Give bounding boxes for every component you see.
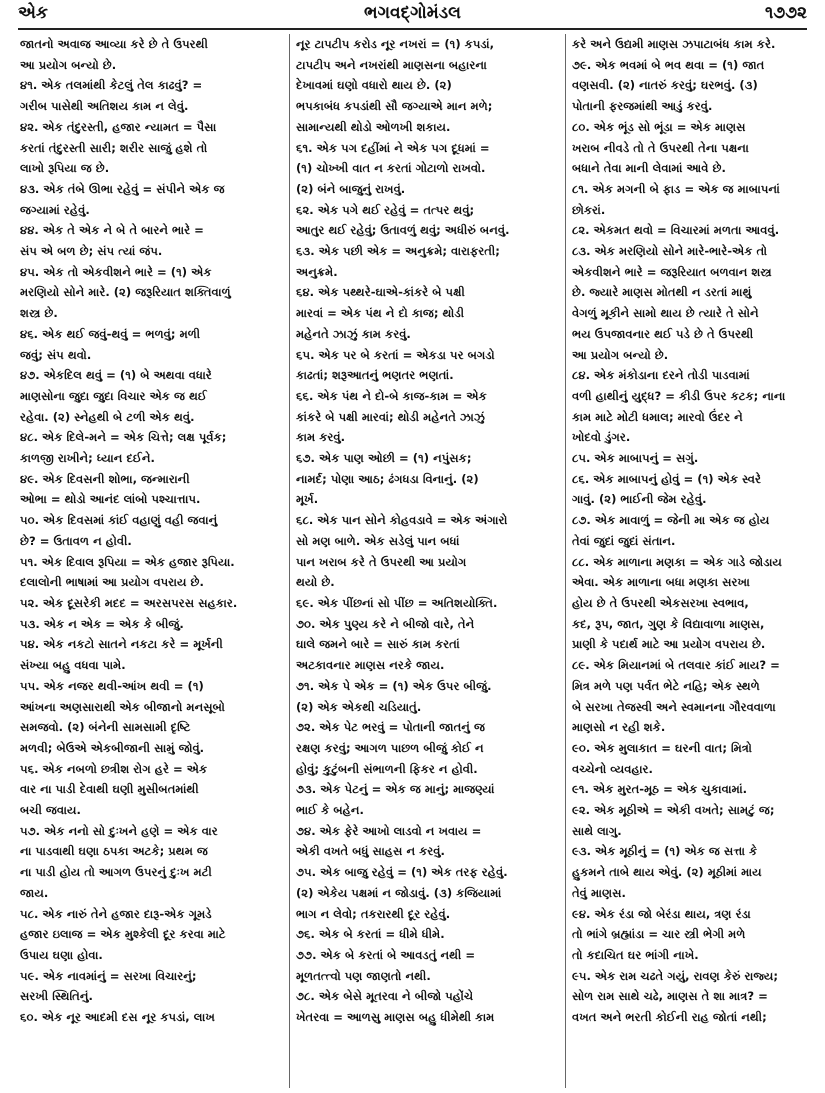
text-line: ૫૫. એક નજર થવી-આંખ થવી = (૧) bbox=[20, 678, 204, 693]
text-line: ૮૩. એક મરણિયો સોને મારે-ભારે-એક તો bbox=[572, 244, 768, 259]
text-line: નામર્દ; પોણા આઠ; ઢંગધડા વિનાનું. (૨) bbox=[296, 471, 479, 486]
text-line: ભય ઉપજાવનાર થઈ પડે છે તે ઉપરથી bbox=[572, 326, 754, 341]
text-line: ૯૧. એક મુરત-મૂઠ = એક ચુકાવામાં. bbox=[572, 782, 748, 797]
text-line: મરણિયો સોને મારે. (૨) જરૂરિયાત શક્તિવાળું bbox=[20, 285, 231, 300]
text-line: ૫૭. એક નનો સો દુઃખને હણે = એક વાર bbox=[20, 823, 218, 838]
text-line: ૭૫. એક બાજુ રહેવું = (૧) એક તરફ રહેવું. bbox=[296, 865, 508, 880]
text-line: છે? = ઉતાવળ ન હોવી. bbox=[20, 533, 132, 548]
text-line: ૪૪. એક તે એક ને બે તે બારને ભારે = bbox=[20, 223, 204, 238]
text-line: છે. જ્યારે માણસ મોતથી ન ડરતાં માથું bbox=[572, 285, 752, 300]
text-line: મારવાં = એક પંથ ને દો કાજ; થોડી bbox=[296, 306, 465, 321]
text-line: રક્ષણ કરવું; આગળ પાછળ બીજું કોઈ ન bbox=[296, 740, 484, 755]
text-line: બે સરખા તેજસ્વી અને સ્વમાનના ગૌરવવાળા bbox=[572, 699, 776, 714]
text-line: ૫૩. એક ન એક = એક કે બીજું. bbox=[20, 616, 184, 631]
text-line: કાંકરે બે પક્ષી મારવાં; થોડી મહેનતે ઝાઝું bbox=[296, 409, 485, 424]
text-line: ગરીબ પાસેથી અતિશય કામ ન લેવું. bbox=[20, 99, 189, 114]
text-line: ૮૦. એક ભૂંડ સો ભૂંડા = એક માણસ bbox=[572, 119, 746, 134]
text-line: પ્રાણી કે પદાર્થ માટે આ પ્રયોગ વપરાય છે. bbox=[572, 637, 766, 652]
text-line: કદ, રૂપ, જાત, ગુણ કે વિદ્યાવાળા માણસ, bbox=[572, 616, 765, 631]
text-line: ૫૯. એક નાવમાંનું = સરખા વિચારનું; bbox=[20, 968, 197, 983]
text-line: ૬૫. એક પર બે કરતાં = એકડા પર બગડો bbox=[296, 347, 495, 362]
text-line: વણસવી. (૨) નાતરું કરવું; ઘરભવું. (૩) bbox=[572, 78, 758, 93]
text-line: જગ્યામાં રહેવું. bbox=[20, 202, 90, 217]
text-column-2 bbox=[296, 34, 558, 1086]
text-line: કામ માટે મોટી ધમાલ; મારવો ઉંદર ને bbox=[572, 409, 743, 424]
text-line: ૪૩. એક તંબે ઊભા રહેવું = સંપીને એક જ bbox=[20, 181, 225, 196]
text-line: સમજવો. (૨) બંનેની સામસામી દૃષ્ટિ bbox=[20, 720, 191, 735]
text-line: સોળ રામ સાથે ચઢે, માણસ તે શા માત્ર? = bbox=[572, 989, 768, 1004]
text-line: ૪૯. એક દિવસની શોભા, જન્મારાની bbox=[20, 471, 190, 486]
text-line: (૨) એક એકથી ચડિયાતું. bbox=[296, 699, 422, 714]
text-line: ૬૨. એક પગે થઈ રહેવું = તત્પર થવું; bbox=[296, 202, 475, 217]
text-line: મૂર્ખ. bbox=[296, 492, 319, 507]
text-line: ૭૬. એક બે કરતાં = ધીમે ધીમે. bbox=[296, 927, 445, 942]
text-line: ૯૪. એક રંડા જો બેરંડા થાય, ત્રણ રંડા bbox=[572, 906, 751, 921]
text-line: ૬૯. એક પીંછનાં સો પીંછ = અતિશયોક્તિ. bbox=[296, 595, 498, 610]
text-line: ૭૧. એક પે એક = (૧) એક ઉપર બીજું. bbox=[296, 678, 492, 693]
text-line: એકવીશને ભારે = જરૂરિયાત બળવાન શસ્ત્ર bbox=[572, 264, 772, 279]
text-line: સંખ્યા બહુ વધવા પામે. bbox=[20, 658, 126, 673]
text-line: ૬૬. એક પંથ ને દો-બે કાજ-કામ = એક bbox=[296, 388, 487, 403]
text-line: બધાને તેવા માની લેવામાં આવે છે. bbox=[572, 161, 726, 176]
text-line: દલાલોની ભાષામાં આ પ્રયોગ વપરાય છે. bbox=[20, 575, 204, 590]
text-line: ૮૬. એક માબાપનું હોવું = (૧) એક સ્વરે bbox=[572, 471, 762, 486]
text-line: ૯૫. એક રામ ચઢતે ગયું, રાવણ કેરું રાજ્ય; bbox=[572, 968, 778, 983]
text-line: કાઢતાં; શરૂઆતનું ભણતર ભણતાં. bbox=[296, 368, 454, 383]
text-line: આ પ્રયોગ બન્યો છે. bbox=[20, 57, 117, 72]
text-line: ૪૫. એક તો એકવીશને ભારે = (૧) એક bbox=[20, 264, 212, 279]
text-line: ૭૦. એક પુણ્ય કરે ને બીજો વારે, તેને bbox=[296, 616, 475, 631]
header-rule bbox=[18, 28, 807, 30]
text-line: ૭૮. એક બેસે મૂતરવા ને બીજો પહોંચે bbox=[296, 989, 474, 1004]
text-line: ૬૭. એક પાણ ઓછી = (૧) નપુંસક; bbox=[296, 451, 472, 466]
text-line: ના પાડી હોય તો આગળ ઉપરનું દુઃખ મટી bbox=[20, 865, 212, 880]
text-line: ૭૨. એક પેટ ભરવું = પોતાની જાતનું જ bbox=[296, 720, 485, 735]
text-line: આતુર થઈ રહેવું; ઉતાવળું થવું; અધીરું બનવું. bbox=[296, 223, 510, 238]
text-line: અટકાવનાર માણસ નરકે જાય. bbox=[296, 658, 445, 673]
text-line: મહેનતે ઝાઝું કામ કરવું. bbox=[296, 326, 411, 341]
text-line: સો મણ બાળે. એક સડેલું પાન બધાં bbox=[296, 533, 460, 548]
text-line: ૪૨. એક તંદુરસ્તી, હજાર ન્યામત = પૈસા bbox=[20, 119, 217, 134]
text-column-3 bbox=[572, 34, 808, 1086]
text-line: ખરાબ નીવડે તો તે ઉપરથી તેના પક્ષના bbox=[572, 140, 749, 155]
text-line: વાર ના પાડી દેવાથી ઘણી મુસીબતમાંથી bbox=[20, 782, 199, 797]
text-line: તો ભાંગે બ્રહ્માંડા = ચાર સ્ત્રી ભેગી મળે bbox=[572, 927, 746, 942]
text-line: મૂળતત્ત્વો પણ જાણતો નથી. bbox=[296, 968, 431, 983]
text-line: ટાપટીપ અને નખરાંથી માણસના બહારના bbox=[296, 57, 487, 72]
text-line: (૨) બંને બાજુનું રાખવું. bbox=[296, 181, 406, 196]
text-line: મિત્ર મળે પણ પર્વત ભેટે નહિ; એક સ્થળે bbox=[572, 678, 760, 693]
text-line: ૭૯. એક ભવમાં બે ભવ થવા = (૧) જાત bbox=[572, 57, 765, 72]
text-line: ૮૭. એક માવાળું = જેની મા એક જ હોય bbox=[572, 513, 770, 528]
text-line: થયો છે. bbox=[296, 575, 335, 590]
text-line: વળી હાથીનું યુદ્ધ? = કીડી ઉપર કટક; નાના bbox=[572, 388, 786, 403]
text-line: ૫૪. એક નકટો સાતને નકટા કરે = મૂર્ખની bbox=[20, 637, 223, 652]
page-header bbox=[18, 3, 807, 27]
text-line: ૭૩. એક પેટનું = એક જ માનું; માજણ્યાં bbox=[296, 782, 495, 797]
text-line: ભાઈ કે બહેન. bbox=[296, 803, 364, 818]
text-line: ૮૪. એક મંકોડાના દરને તોડી પાડવામાં bbox=[572, 368, 750, 383]
text-line: જાય. bbox=[20, 885, 49, 900]
text-line: મળવી; બેઉએ એકબીજાની સામું જોવું. bbox=[20, 740, 205, 755]
text-line: (૨) એકેય પક્ષમાં ન જોડાવું. (૩) કજિયામાં bbox=[296, 885, 502, 900]
text-line: ૪૮. એક દિલે-મને = એક ચિત્તે; લક્ષ પૂર્વક; bbox=[20, 430, 227, 445]
text-line: બચી જવાય. bbox=[20, 803, 81, 818]
text-line: ૭૪. એક ફેરે આખો લાડવો ન ખવાય = bbox=[296, 823, 482, 838]
text-line: ૮૨. એકમત થવો = વિચારમાં મળતા આવવું. bbox=[572, 223, 780, 238]
text-line: ઉપાય ઘણા હોવા. bbox=[20, 947, 103, 962]
text-line: ગાવું. (૨) ભાઈની જેમ રહેવું. bbox=[572, 492, 707, 507]
text-line: જવું; સંપ થવો. bbox=[20, 347, 92, 362]
text-line: સરખી સ્થિતિનું. bbox=[20, 989, 93, 1004]
text-line: વખત અને ભરતી કોઈની રાહ જોતાં નથી; bbox=[572, 1010, 767, 1025]
text-line: ૬૪. એક પથ્થરે-ઘાએ-કાંકરે બે પક્ષી bbox=[296, 285, 465, 300]
text-line: ૪૧. એક તલમાંથી કેટલું તેલ કાઢવું? = bbox=[20, 78, 203, 93]
text-line: ૯૨. એક મૂઠીએ = એકી વખતે; સામટું જ; bbox=[572, 803, 775, 818]
text-line: હુકમને તાબે થાય એવું. (૨) મૂઠીમાં માય bbox=[572, 865, 762, 880]
text-line: ૬૧. એક પગ દહીંમાં ને એક પગ દૂધમાં = bbox=[296, 140, 490, 155]
text-line: માણસો ન રહી શકે. bbox=[572, 720, 666, 735]
text-line: સાથે લાગુ. bbox=[572, 823, 622, 838]
text-line: ભાગ ન લેવો; તકરારથી દૂર રહેવું. bbox=[296, 906, 451, 921]
text-line: ૮૮. એક માળાના મણકા = એક ગાડે જોડાય bbox=[572, 554, 782, 569]
text-line: વચ્ચેનો વ્યવહાર. bbox=[572, 761, 653, 776]
text-line: કાળજી રાખીને; ધ્યાન દઈને. bbox=[20, 451, 155, 466]
headword-guide: એક bbox=[18, 3, 48, 23]
text-line: ૮૯. એક મિયાનમાં બે તલવાર કાંઈ માય? = bbox=[572, 658, 780, 673]
text-line: છોકરાં. bbox=[572, 202, 606, 217]
text-line: માણસોના જુદા જુદા વિચાર એક જ થઈ bbox=[20, 388, 207, 403]
text-line: વેગળું મૂકીને સામો થાય છે ત્યારે તે સોને bbox=[572, 306, 759, 321]
text-line: પોતાની ફરજમાંથી આડું કરવું. bbox=[572, 99, 713, 114]
text-line: ખોદવો ડુંગર. bbox=[572, 430, 631, 445]
text-line: ૫૮. એક નારું તેને હજાર દારૂ-એક ગૂમડે bbox=[20, 906, 212, 921]
text-line: તેવું માણસ. bbox=[572, 885, 626, 900]
text-line: તો કદાચિત ઘર ભાંગી નાખે. bbox=[572, 947, 699, 962]
text-line: રહેવા. (૨) સ્નેહથી બે ટળી એક થવું. bbox=[20, 409, 195, 424]
text-line: ૯૦. એક મુલાકાત = ઘરની વાત; મિત્રો bbox=[572, 740, 752, 755]
text-line: પાન ખરાબ કરે તે ઉપરથી આ પ્રયોગ bbox=[296, 554, 467, 569]
text-line: લાખો રૂપિયા જ છે. bbox=[20, 161, 110, 176]
text-line: ૯૩. એક મૂઠીનું = (૧) એક જ સત્તા કે bbox=[572, 844, 758, 859]
text-line: દેખાવમાં ઘણો વધારો થાય છે. (૨) bbox=[296, 78, 452, 93]
text-line: ના પાડવાથી ઘણા ઠપકા અટકે; પ્રથમ જ bbox=[20, 844, 208, 859]
text-line: ૬૩. એક પછી એક = અનુક્રમે; વારાફરતી; bbox=[296, 244, 500, 259]
text-line: એવા. એક માળાના બધા મણકા સરખા bbox=[572, 575, 750, 590]
text-line: આ પ્રયોગ બન્યો છે. bbox=[572, 347, 669, 362]
text-line: શસ્ત્ર છે. bbox=[20, 306, 58, 321]
column-divider bbox=[565, 34, 566, 1088]
text-column-1 bbox=[20, 34, 282, 1086]
text-line: કરતાં તંદુરસ્તી સારી; શરીર સાજું હશે તો bbox=[20, 140, 208, 155]
text-line: અનુક્રમે. bbox=[296, 264, 338, 279]
text-line: ઘાલે જમને બારે = સારું કામ કરતાં bbox=[296, 637, 460, 652]
text-line: ખેતરવા = આળસુ માણસ બહુ ધીમેથી કામ bbox=[296, 1010, 495, 1025]
text-line: ૮૧. એક મગની બે ફાડ = એક જ માબાપનાં bbox=[572, 181, 780, 196]
text-line: ૭૭. એક બે કરતાં બે આવડતું નથી = bbox=[296, 947, 476, 962]
text-line: હજાર ઇલાજ = એક મુશ્કેલી દૂર કરવા માટે bbox=[20, 927, 226, 942]
text-line: ૫૬. એક નબળો છત્રીશ રોગ હરે = એક bbox=[20, 761, 208, 776]
text-line: ઓભા = થોડો આનંદ લાંબો પશ્ચાત્તાપ. bbox=[20, 492, 201, 507]
text-line: ૪૭. એકદિલ થવું = (૧) બે અથવા વધારે bbox=[20, 368, 212, 383]
column-divider bbox=[289, 34, 290, 1088]
text-line: કરે અને ઉદ્યમી માણસ ઝપાટાબંધ કામ કરે. bbox=[572, 37, 776, 51]
text-line: આંખના અણસારાથી એક બીજાનો મનસૂબો bbox=[20, 699, 225, 714]
text-line: ૬૮. એક પાન સોને કોહવડાવે = એક અંગારો bbox=[296, 513, 508, 528]
text-line: ૫૧. એક દિવાલ રૂપિયા = એક હજાર રૂપિયા. bbox=[20, 554, 235, 569]
text-line: હોય છે તે ઉપરથી એકસરખા સ્વભાવ, bbox=[572, 595, 749, 610]
text-line: ૮૫. એક માબાપનું = સગું. bbox=[572, 451, 699, 466]
text-line: હોવું; કુટુંબની સંભાળની ફિકર ન હોવી. bbox=[296, 761, 478, 776]
text-line: (૧) ચોખ્ખી વાત ન કરતાં ગોટાળો રાખવો. bbox=[296, 161, 486, 176]
text-line: સંપ એ બળ છે; સંપ ત્યાં જંપ. bbox=[20, 244, 163, 259]
text-line: કામ કરવું. bbox=[296, 430, 346, 445]
page-number: ૧૭૭૨ bbox=[765, 3, 807, 23]
text-line: ૬૦. એક નૂર આદમી દસ નૂર કપડાં, લાખ bbox=[20, 1010, 215, 1025]
text-line: ૫૦. એક દિવસમાં કાંઈ વહાણું વહી જવાનું bbox=[20, 513, 218, 528]
text-line: તેવાં જુદાં જુદાં સંતાન. bbox=[572, 533, 676, 548]
text-line: નૂર ટાપટીપ કરોડ નૂર નખરાં = (૧) કપડાં, bbox=[296, 37, 494, 51]
text-line: ૪૬. એક થઈ જવું-થવું = ભળવું; મળી bbox=[20, 326, 201, 341]
text-line: ભપકાબંધ કપડાંથી સૌ જગ્યાએ માન મળે; bbox=[296, 99, 493, 114]
text-line: સામાન્યથી થોડો ઓળખી શકાય. bbox=[296, 119, 451, 134]
text-line: એકી વખતે બધું સાહસ ન કરવું. bbox=[296, 844, 445, 859]
text-line: જાતનો અવાજ આવ્યા કરે છે તે ઉપરથી bbox=[20, 37, 208, 51]
book-title: ભગવદ્ગોમંડલ bbox=[364, 3, 461, 23]
text-line: ૫૨. એક દૂસરેકી મદદ = અરસપરસ સહકાર. bbox=[20, 595, 238, 610]
